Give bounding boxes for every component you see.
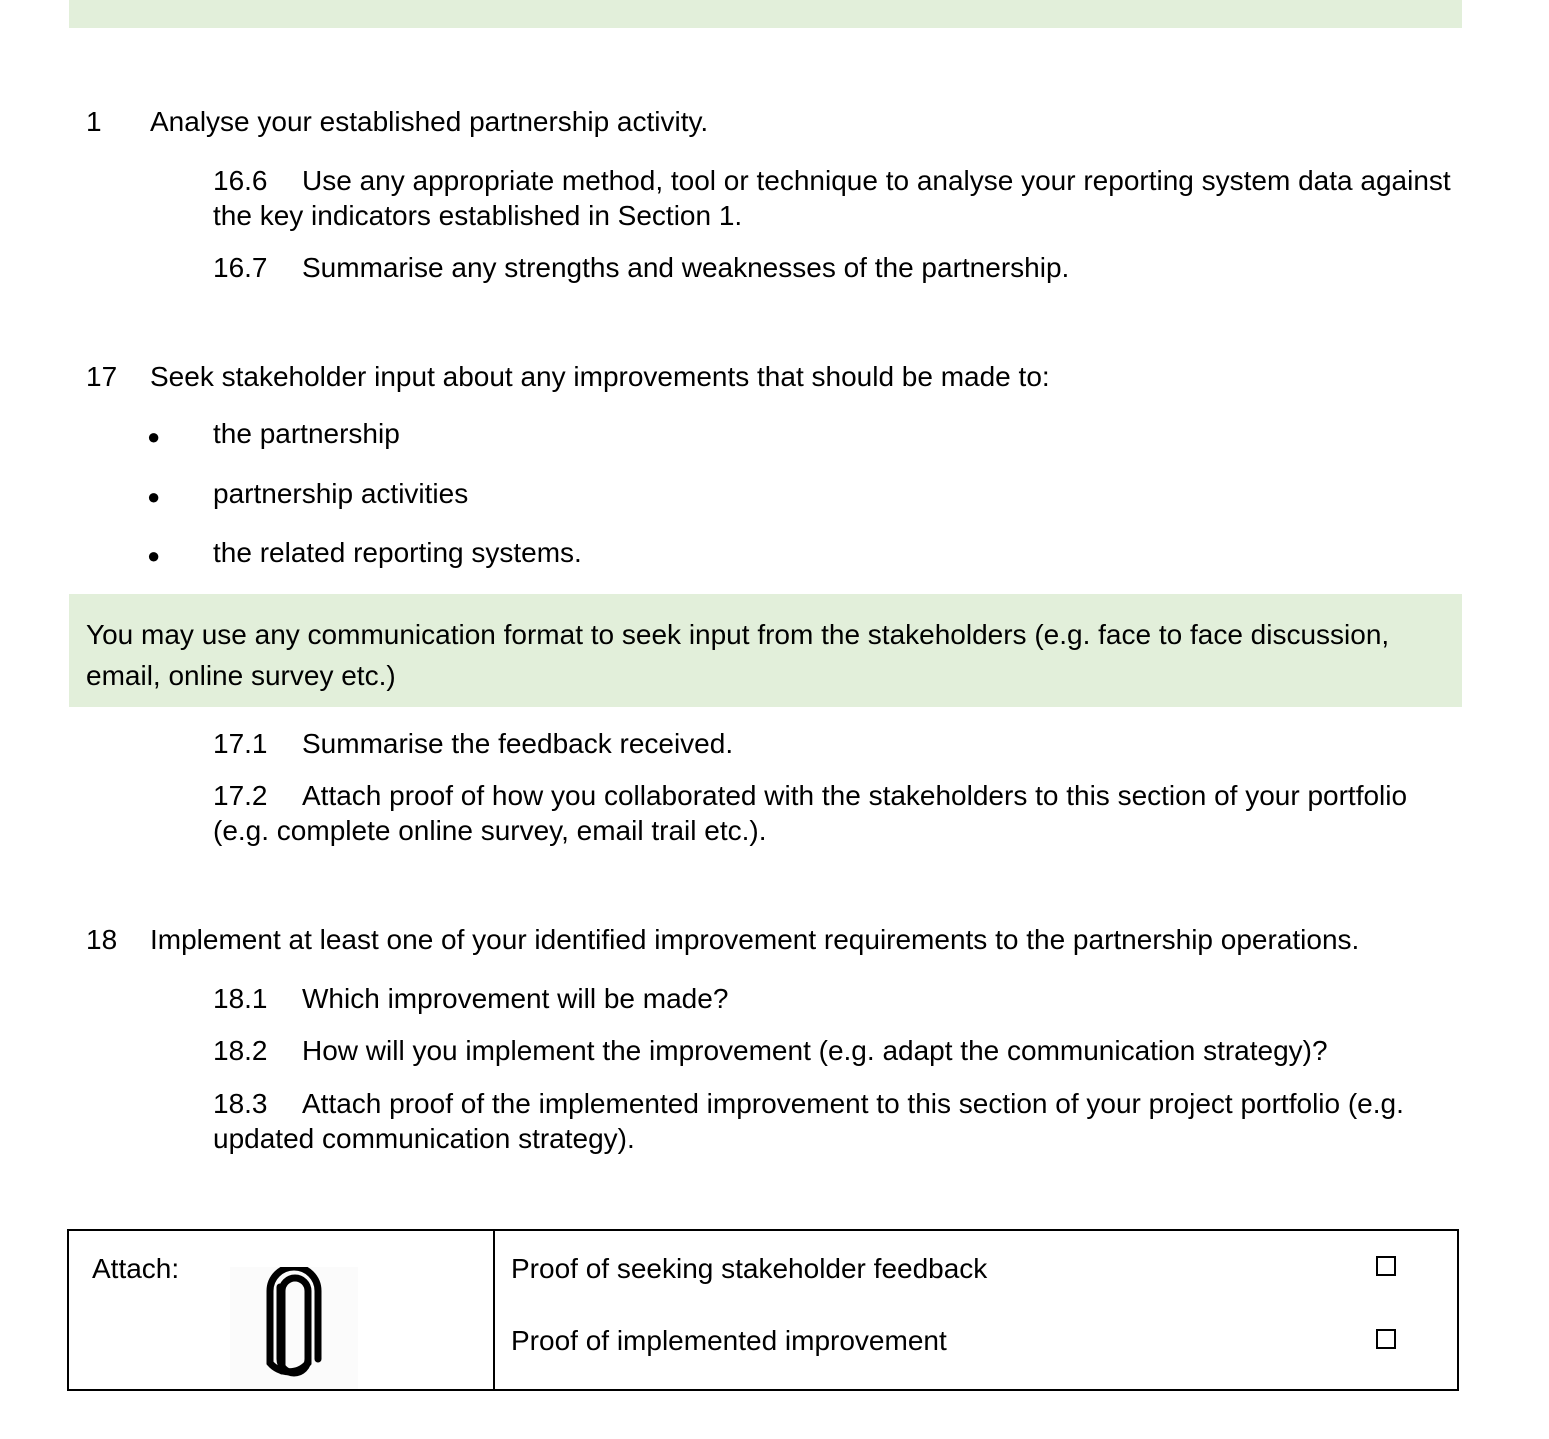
attach-label: Attach: [92, 1253, 180, 1284]
sub-question [213, 778, 1453, 848]
sub-question-number: 18.1 [213, 983, 268, 1014]
question-heading: Seek stakeholder input about any improvements that should be made to: [150, 361, 1050, 392]
sub-question-number: 16.7 [213, 252, 268, 283]
attach-item-feedback: Proof of seeking stakeholder feedback [511, 1253, 988, 1284]
question-number: 18 [86, 924, 118, 955]
question-number: 1 [86, 106, 102, 137]
sub-question-number: 18.3 [213, 1088, 268, 1119]
bullet-icon: ● [147, 424, 161, 449]
sub-question-number: 17.1 [213, 728, 268, 759]
attach-item-improvement: Proof of implemented improvement [511, 1325, 947, 1356]
note-box [69, 594, 1462, 707]
sub-question [213, 981, 1453, 1016]
sub-question-text: Summarise the feedback received. [302, 728, 734, 759]
sub-question [213, 726, 1453, 761]
sub-question-text: How will you implement the improvement (e.g. adapt the communication strategy)? [302, 1035, 1328, 1066]
checkbox-improvement[interactable] [1376, 1329, 1396, 1349]
checkbox-feedback[interactable] [1376, 1256, 1396, 1276]
bullet-item: the partnership [213, 418, 400, 449]
top-note-box [69, 0, 1462, 28]
sub-question-number: 18.2 [213, 1035, 268, 1066]
note-text: You may use any communication format to seek input from the stakeholders (e.g. face to face discussion, email, online survey etc.) [86, 619, 1390, 691]
sub-question [213, 250, 1453, 285]
bullet-item: partnership activities [213, 478, 469, 509]
attach-table [67, 1229, 1459, 1391]
question-heading: Analyse your established partnership activity. [150, 106, 709, 137]
sub-question [213, 163, 1453, 233]
sub-question-number: 17.2 [213, 780, 268, 811]
paperclip-icon [230, 1267, 358, 1389]
sub-question-number: 16.6 [213, 165, 268, 196]
table-divider [493, 1231, 495, 1389]
question-number: 17 [86, 361, 118, 392]
sub-question-text: Attach proof of how you collaborated with the stakeholders to this section of your portfolio (e.g. complete online survey, email trail etc.). [213, 780, 1408, 846]
sub-question-text: Use any appropriate method, tool or technique to analyse your reporting system data against the key indicators established in Section 1. [213, 165, 1451, 231]
question-heading: Implement at least one of your identified improvement requirements to the partnership operations. [150, 924, 1360, 955]
bullet-icon: ● [147, 484, 161, 509]
bullet-icon: ● [147, 543, 161, 568]
sub-question [213, 1086, 1453, 1156]
bullet-item: the related reporting systems. [213, 537, 582, 568]
sub-question-text: Attach proof of the implemented improvement to this section of your project portfolio (e.g. updated communication strategy). [213, 1088, 1404, 1154]
sub-question [213, 1033, 1453, 1068]
sub-question-text: Summarise any strengths and weaknesses of the partnership. [302, 252, 1070, 283]
sub-question-text: Which improvement will be made? [302, 983, 729, 1014]
